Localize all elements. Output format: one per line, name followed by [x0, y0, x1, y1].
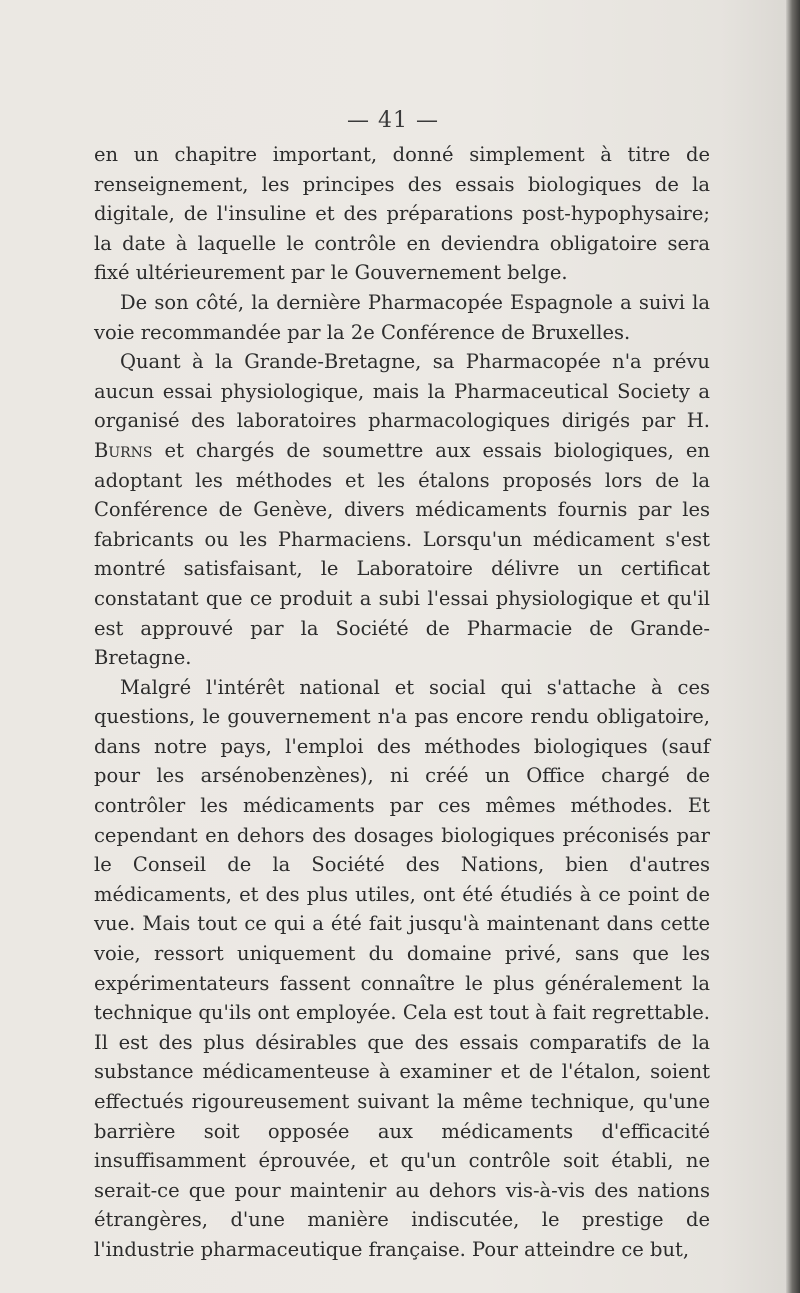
paragraph-2: De son côté, la dernière Pharmacopée Espagnole a suivi la voie recommandée par la 2e Conférence de Bruxelles. [94, 290, 710, 344]
paragraph-3 [94, 347, 710, 673]
body-text [94, 140, 710, 1265]
page-number: — 41 — [347, 108, 439, 133]
paragraph-4: Malgré l'intérêt national et social qui s'attache à ces questions, le gouvernement n'a pas encore rendu obligatoire, dans notre pays, l'emploi des méthodes biologiques (sauf pour les arsénobenzènes), ni créé un Office chargé de contrôler les médicaments par ces mêmes méthodes. Et cependant en dehors des dosages biologiques préconisés par le Conseil de la Société des Nations, bien d'autres médicaments, et des plus utiles, ont été étudiés à ce point de vue. Mais tout ce qui a été fait jusqu'à maintenant dans cette voie, ressort uniquement du domaine privé, sans que les expérimentateurs fassent connaître le plus généralement la technique qu'ils ont employée. Cela est tout à fait regrettable. Il est des plus désirables que des essais comparatifs de la substance médicamenteuse à examiner et de l'étalon, soient effectués rigoureusement suivant la même technique, qu'une barrière soit opposée aux médicaments d'efficacité insuffisamment éprouvée, et qu'un contrôle soit établi, ne serait-ce que pour maintenir au dehors vis-à-vis des nations étrangères, d'une manière indiscutée, le prestige de l'industrie pharmaceutique française. Pour atteindre ce but, [94, 675, 711, 1261]
paragraph-1: en un chapitre important, donné simplement à titre de renseignement, les principes des essais biologiques de la digitale, de l'insuline et des préparations post-hypophysaire; la date à laquelle le contrôle en deviendra obligatoire sera fixé ultérieurement par le Gouvernement belge. [94, 143, 710, 285]
page-edge-shadow [786, 0, 800, 1293]
paragraph-3-after: et chargés de soumettre aux essais biologiques, en adoptant les méthodes et les étalons proposés lors de la Conférence de Genève, divers médicaments fournis par les fabricants ou les Pharmaciens. Lorsqu'un médicament s'est montré satisfaisant, le Laboratoire délivre un certificat constatant que ce produit a subi l'essai physiologique et qu'il est approuvé par la Société de Pharmacie de Grande-Bretagne. [94, 438, 710, 670]
paragraph-3-before: Quant à la Grande-Bretagne, sa Pharmacopée n'a prévu aucun essai physiologique, mais la Pharmaceutical Society a organisé des laboratoires pharmacologiques dirigés par H. [94, 350, 710, 433]
author-name-burns: Burns [94, 438, 153, 462]
